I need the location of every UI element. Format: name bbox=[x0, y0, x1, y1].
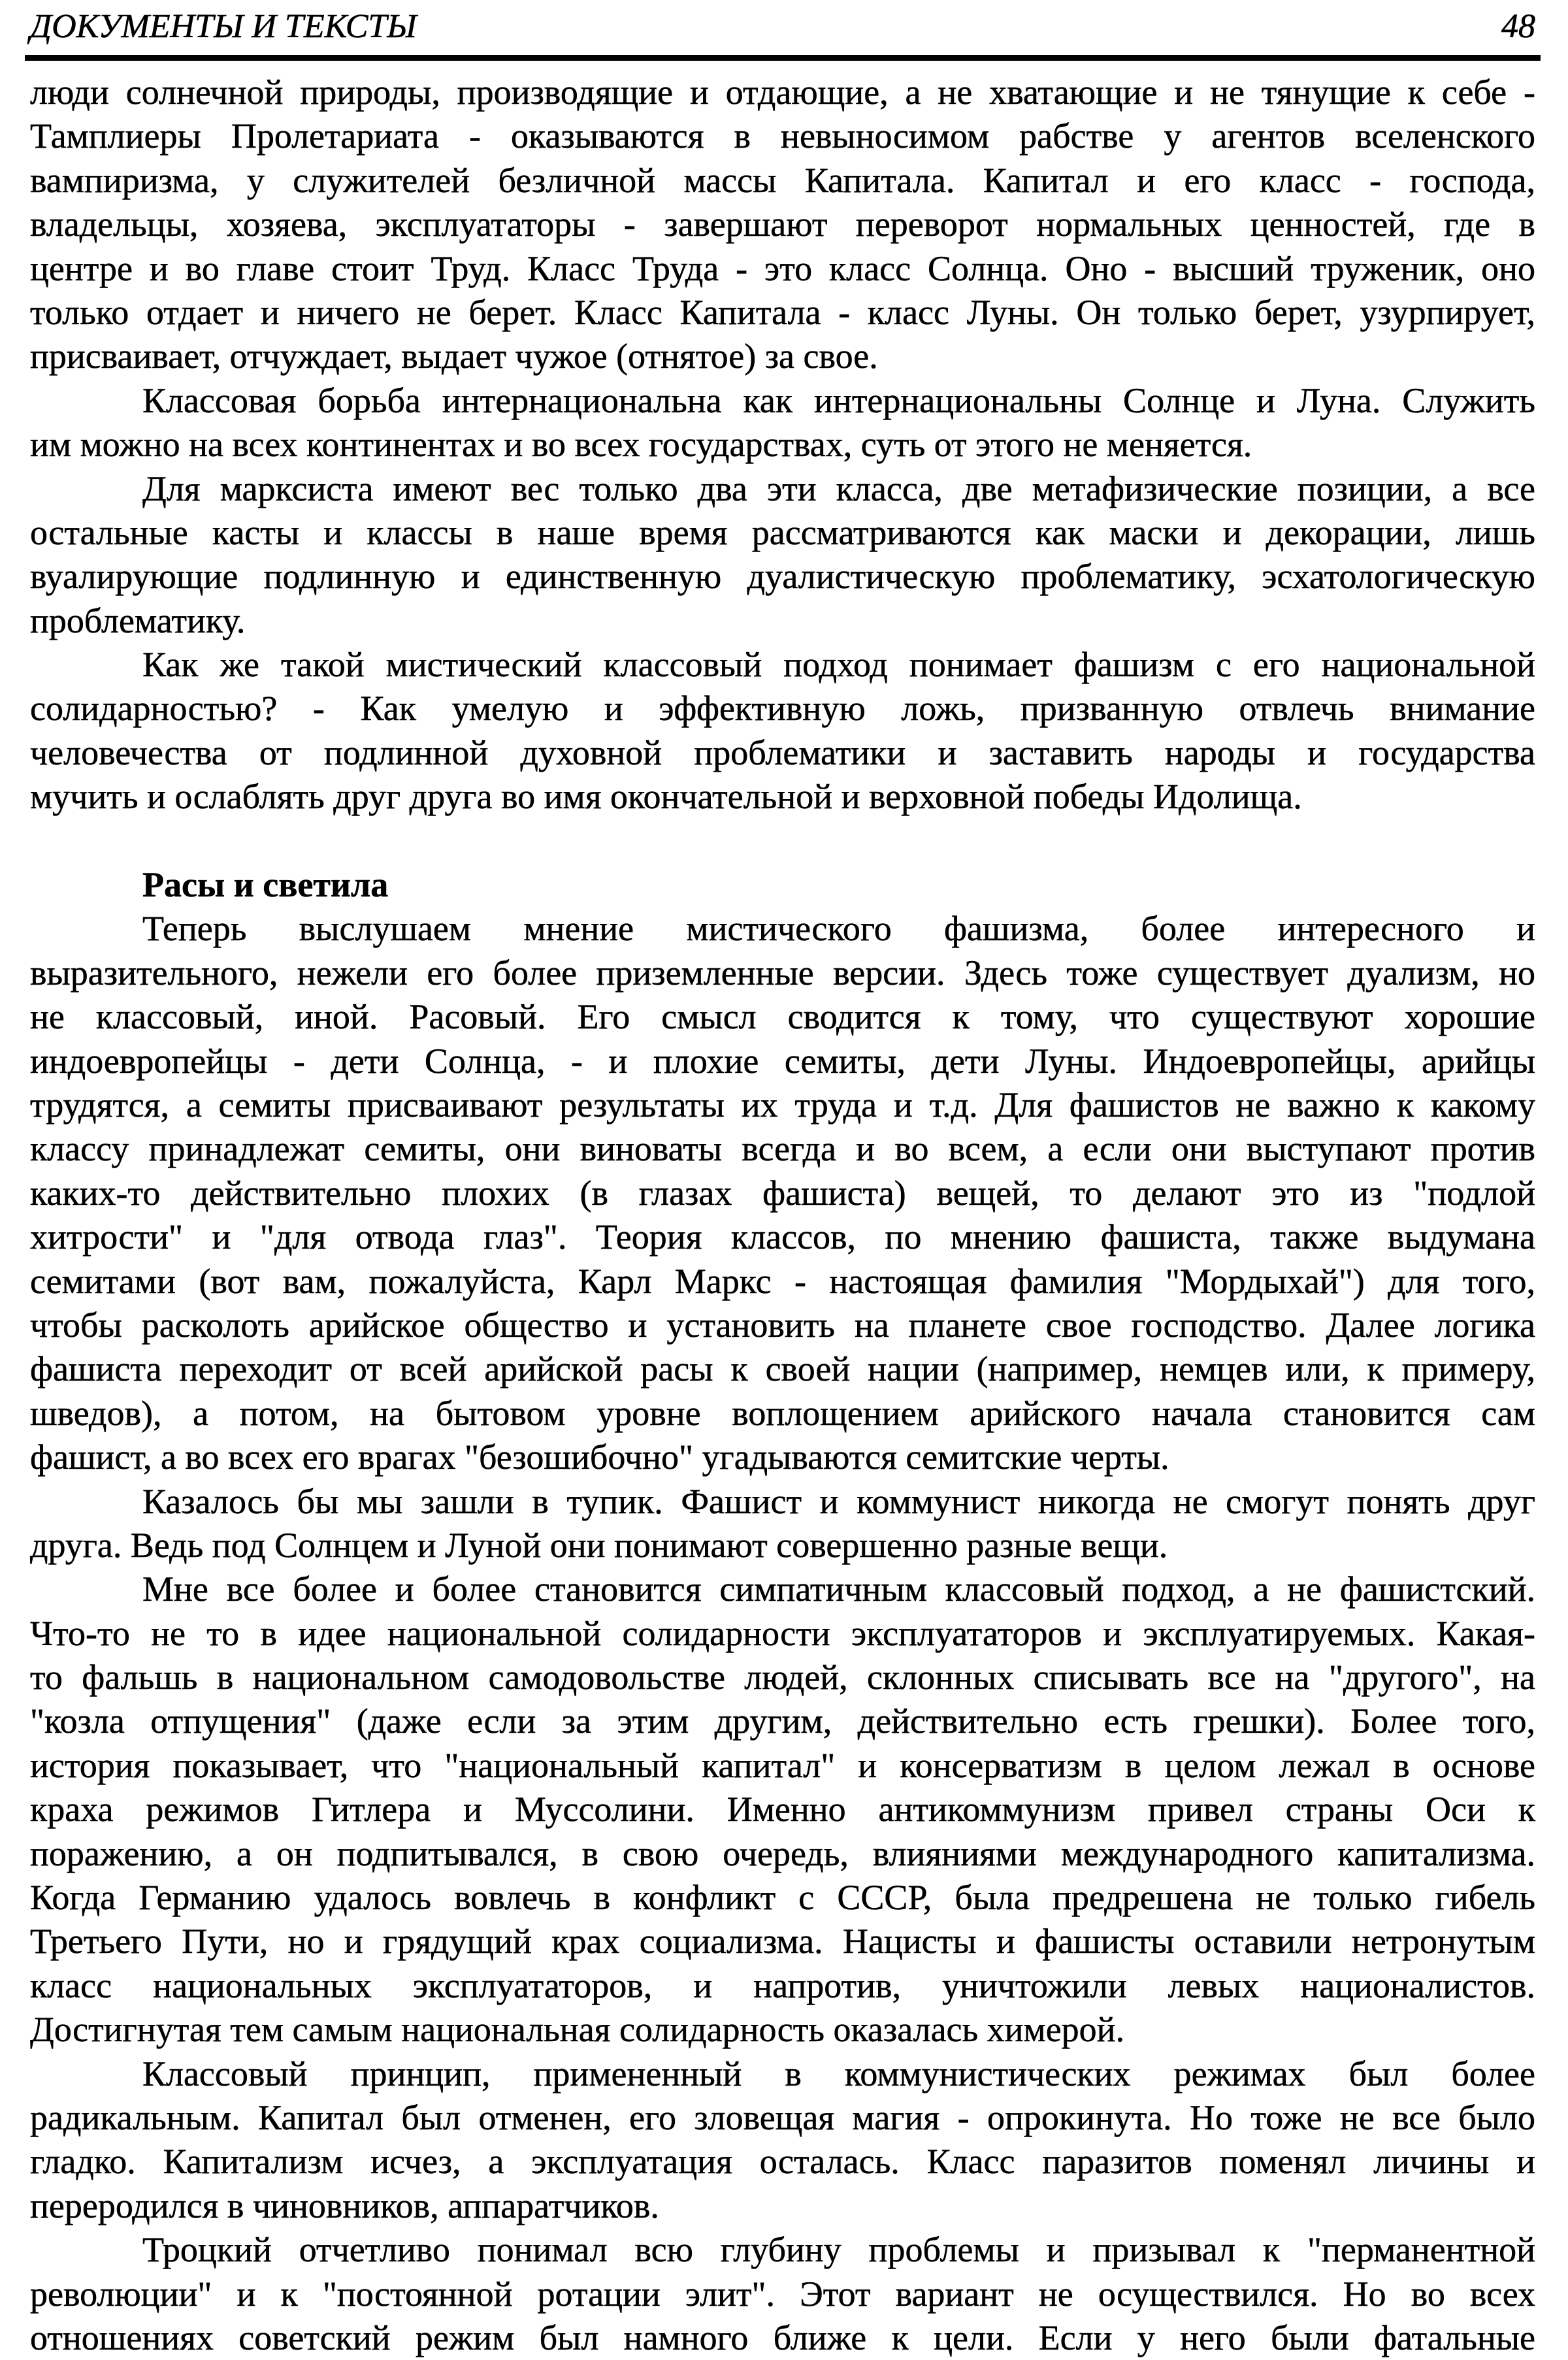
text-line: поражению, а он подпитывался, в свою очередь, влияниями международного капитализма. bbox=[30, 1833, 1535, 1873]
text-line: Классовая борьба интернациональна как интернациональны Солнце и Луна. Служить bbox=[142, 380, 1535, 420]
text-line: Троцкий отчетливо понимал всю глубину проблемы и призывал к "перманентной bbox=[142, 2230, 1535, 2270]
text-line: шведов), а потом, на бытовом уровне воплощением арийского начала становится сам bbox=[30, 1393, 1535, 1433]
text-line: только отдает и ничего не берет. Класс Капитала - класс Луны. Он только берет, узурпирует, bbox=[30, 292, 1535, 332]
text-line: Для марксиста имеют вес только два эти класса, две метафизические позиции, а все bbox=[142, 468, 1535, 508]
text-line: класс национальных эксплуататоров, и напротив, уничтожили левых националистов. bbox=[30, 1965, 1535, 2005]
running-header bbox=[30, 4, 1535, 50]
body-text bbox=[30, 71, 1535, 2360]
text-line: люди солнечной природы, производящие и отдающие, а не хватающие и не тянущие к себе - bbox=[30, 73, 1535, 112]
text-line: центре и во главе стоит Труд. Класс Труда - это класс Солнца. Оно - высший труженик, оно bbox=[30, 248, 1535, 288]
text-line: чтобы расколоть арийское общество и установить на планете свое господство. Далее логика bbox=[30, 1305, 1535, 1345]
text-line: Мне все более и более становится симпатичным классовый подход, а не фашистский. bbox=[142, 1569, 1535, 1609]
text-line: то фальшь в национальном самодовольстве людей, склонных списывать все на "другого", на bbox=[30, 1658, 1535, 1697]
paragraph bbox=[30, 71, 1535, 379]
paragraph bbox=[30, 2052, 1535, 2229]
text-line: вуалирующие подлинную и единственную дуалистическую проблематику, эсхатологическую bbox=[30, 557, 1535, 597]
text-line: фашист, а во всех его врагах "безошибочно" угадываются семитские черты. bbox=[30, 1437, 1169, 1477]
text-line: не классовый, иной. Расовый. Его смысл сводится к тому, что существуют хорошие bbox=[30, 997, 1535, 1037]
text-line: человечества от подлинной духовной проблематики и заставить народы и государства bbox=[30, 732, 1535, 772]
page-number: 48 bbox=[1501, 8, 1535, 45]
text-line: революции" и к "постоянной ротации элит". Этот вариант не осуществился. Но во всех bbox=[30, 2274, 1535, 2314]
text-line: семитами (вот вам, пожалуйста, Карл Маркс - настоящая фамилия "Мордыхай") для того, bbox=[30, 1261, 1535, 1301]
text-line: гладко. Капитализм исчез, а эксплуатация осталась. Класс паразитов поменял личины и bbox=[30, 2142, 1535, 2182]
text-line: Что-то не то в идее национальной солидарности эксплуататоров и эксплуатируемых. Какая- bbox=[30, 1613, 1535, 1653]
text-line: Достигнутая тем самым национальная солидарность оказалась химерой. bbox=[30, 2010, 1125, 2050]
text-line: фашиста переходит от всей арийской расы к своей нации (например, немцев или, к примеру, bbox=[30, 1349, 1535, 1389]
text-line: индоевропейцы - дети Солнца, - и плохие семиты, дети Луны. Индоевропейцы, арийцы bbox=[30, 1041, 1535, 1081]
text-line: отношениях советский режим был намного ближе к цели. Если у него были фатальные bbox=[30, 2318, 1535, 2357]
text-line: Казалось бы мы зашли в тупик. Фашист и коммунист никогда не смогут понять друг bbox=[142, 1481, 1535, 1521]
text-line: присваивает, отчуждает, выдает чужое (отнятое) за свое. bbox=[30, 336, 878, 376]
text-line: остальные касты и классы в наше время рассматриваются как маски и декорации, лишь bbox=[30, 512, 1535, 552]
text-line: "козла отпущения" (даже если за этим другим, действительно есть грешки). Более того, bbox=[30, 1701, 1535, 1741]
blank-line bbox=[30, 819, 1535, 863]
text-line: друга. Ведь под Солнцем и Луной они понимают совершенно разные вещи. bbox=[30, 1525, 1168, 1565]
text-line: выразительного, нежели его более приземленные версии. Здесь тоже существует дуализм, но bbox=[30, 953, 1535, 992]
text-line: владельцы, хозяева, эксплуататоры - завершают переворот нормальных ценностей, где в bbox=[30, 205, 1535, 244]
paragraph bbox=[30, 1480, 1535, 1568]
text-line: Тамплиеры Пролетариата - оказываются в невыносимом рабстве у агентов вселенского bbox=[30, 116, 1535, 156]
text-line: Третьего Пути, но и грядущий крах социализма. Нацисты и фашисты оставили нетронутым bbox=[30, 1922, 1535, 1961]
paragraph bbox=[30, 379, 1535, 467]
text-line: вампиризма, у служителей безличной массы Капитала. Капитал и его класс - господа, bbox=[30, 160, 1535, 200]
text-line: хитрости" и "для отвода глаз". Теория классов, по мнению фашиста, также выдумана bbox=[30, 1217, 1535, 1257]
text-line: Классовый принцип, примененный в коммунистических режимах был более bbox=[142, 2054, 1535, 2093]
text-line: каких-то действительно плохих (в глазах фашиста) вещей, то делают это из "подлой bbox=[30, 1173, 1535, 1213]
text-line: Когда Германию удалось вовлечь в конфликт с СССР, была предрешена не только гибель bbox=[30, 1878, 1535, 1918]
paragraph bbox=[30, 643, 1535, 819]
text-line: трудятся, а семиты присваивают результаты их труда и т.д. Для фашистов не важно к какому bbox=[30, 1085, 1535, 1124]
text-line: история показывает, что "национальный капитал" и консерватизм в целом лежал в основе bbox=[30, 1745, 1535, 1785]
header-rule bbox=[25, 55, 1541, 61]
text-line: Как же такой мистический классовый подход понимает фашизм с его национальной bbox=[142, 645, 1535, 685]
text-line: мучить и ослаблять друг друга во имя окончательной и верховной победы Идолища. bbox=[30, 777, 1302, 817]
text-line: классу принадлежат семиты, они виноваты всегда и во всем, а если они выступают против bbox=[30, 1129, 1535, 1169]
section-heading: Расы и светила bbox=[142, 865, 389, 905]
paragraph bbox=[30, 1567, 1535, 2052]
paragraph bbox=[30, 467, 1535, 644]
text-line: им можно на всех континентах и во всех государствах, суть от этого не меняется. bbox=[30, 425, 1252, 465]
text-line: проблематику. bbox=[30, 600, 246, 640]
text-line: радикальным. Капитал был отменен, его зловещая магия - опрокинута. Но тоже не все было bbox=[30, 2097, 1535, 2137]
text-line: Теперь выслушаем мнение мистического фашизма, более интересного и bbox=[142, 909, 1535, 949]
running-header-title: ДОКУМЕНТЫ И ТЕКСТЫ bbox=[30, 8, 417, 45]
text-line: солидарностью? - Как умелую и эффективную ложь, призванную отвлечь внимание bbox=[30, 689, 1535, 729]
text-line: переродился в чиновников, аппаратчиков. bbox=[30, 2186, 659, 2225]
text-line: краха режимов Гитлера и Муссолини. Именно антикоммунизм привел страны Оси к bbox=[30, 1790, 1535, 1829]
paragraph bbox=[30, 2228, 1535, 2360]
paragraph bbox=[30, 907, 1535, 1479]
